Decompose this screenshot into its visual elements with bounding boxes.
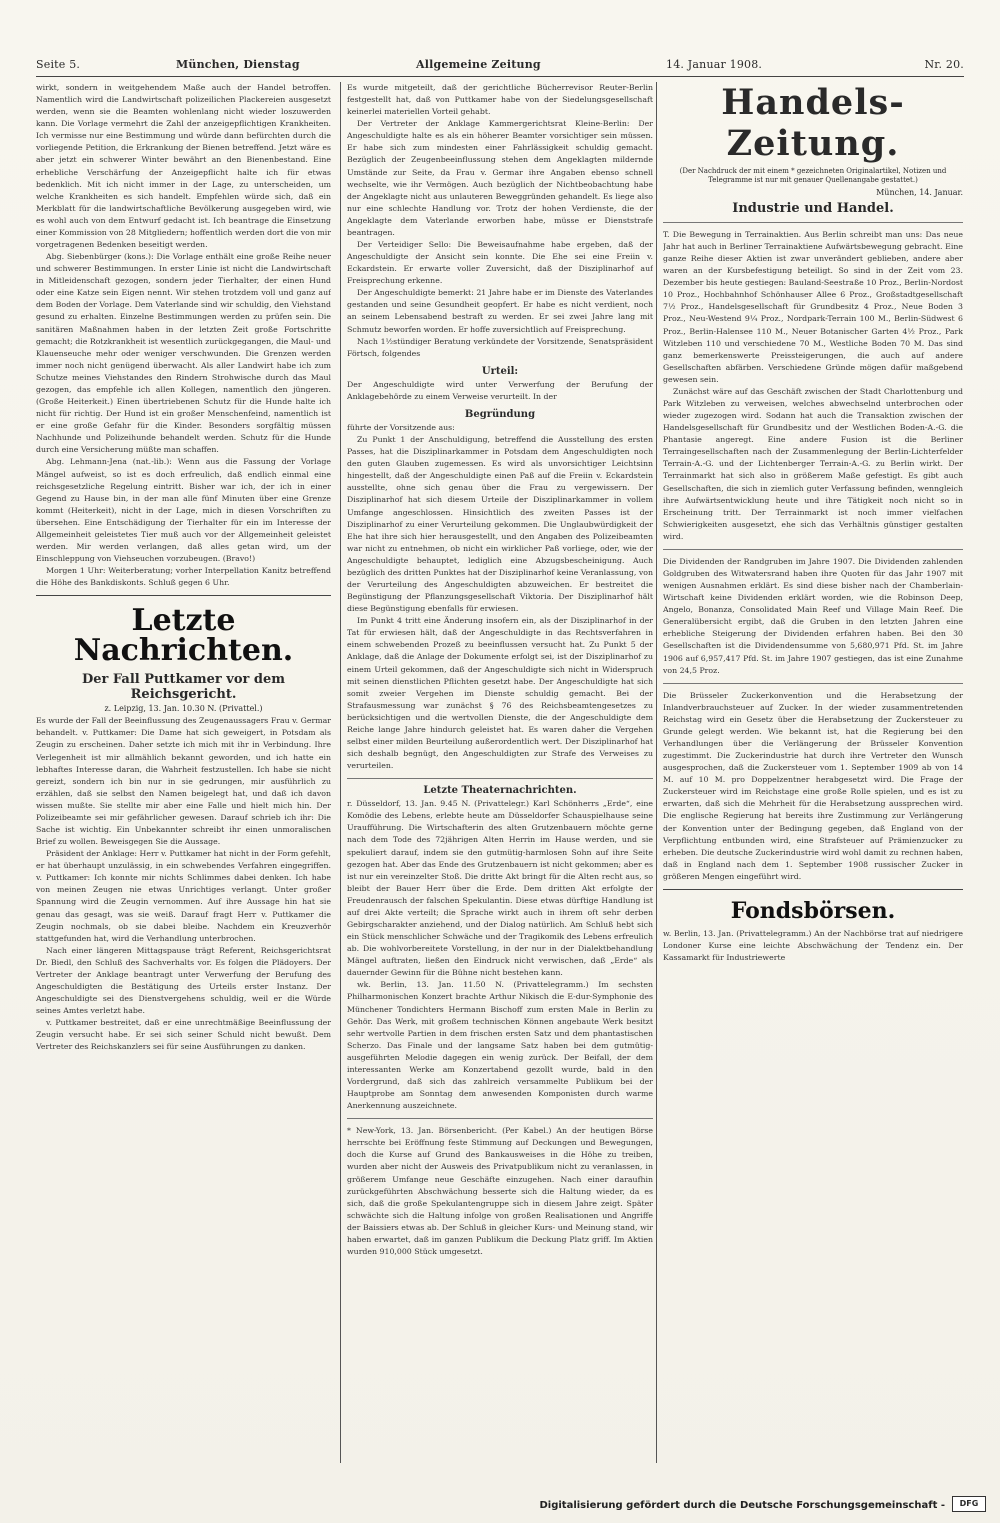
terrain-shares-text-1: T. Die Bewegung in Terrainaktien. Aus Berlin schreibt man uns: Das neue Jahr hat auch in Berliner Terrainaktiene Aufwärtsbewegung gebracht. Eine ganze Reihe dieser Aktien ist zwar unverändert geblieben, andere aber waren an der Kursbefestigung beteiligt. So sind in der Zeit vom 23. Dezember bis heute gestiegen: Bauland-Seestraße 10 Proz., Berlin-Nordost 10 Proz., Hochbahnhof Schönhauser Allee 6 Proz., Großstadtgesellschaft 7½ Proz., Handelsgesellschaft für Grundbesitz 4 Proz., Neue Boden 3 Proz., Neu-Westend 9¼ Proz., Nordpark-Terrain 100 M., Berlin-Südwest 6 Proz., Berlin-Halensee 110 M., Neuer Botanischer Garten 4½ Proz., Park Witzleben 110 und verschiedene 70 M., Westliche Boden 70 M. Das sind ganz bemerkenswerte Preissteigerungen, die auch auf andere Gesellschaften abfärben. Verschiedene Gründe mögen dafür maßgebend gewesen sein. [663, 229, 963, 384]
parliament-text-3: Abg. Lehmann-Jena (nat.-lib.): Wenn aus die Fassung der Vorlage Mängel aufweist, so ist es doch erfreulich, daß endlich einmal eine reichsgesetzliche Regelung eintritt. Bisher war ich, der ich in einer Gegend zu Hause bin, in der man alle fünf Minuten über eine Grenze kommt (Heiterkeit), nicht in der Lage, mich in diesen Vorschriften zu übersehen. Eine Entschädigung der Tierhalter für ein im Interesse der Allgemeinheit geleistetes Tier muß auch vor der Allgemeinheit geleistet werden. Mir werden verlangen, daß alles getan wird, um der Einschleppung von Viehseuchen vorzubeugen. (Bravo!) [36, 457, 331, 564]
verdict-text: Der Angeschuldigte wird unter Verwerfung der Berufung der Anklagebehörde zu einem Verweise verurteilt. In der [347, 379, 653, 401]
article-heading-puttkamer: Der Fall Puttkamer vor dem Reichsgericht. [81, 672, 286, 703]
business-dateline: München, 14. Januar. [876, 187, 963, 197]
theater-news-heading: Letzte Theaternachrichten. [423, 785, 577, 797]
trial-text-2: Der Vertreter der Anklage Kammergerichtsrat Kleine-Berlin: Der Angeschuldigte halte es als ein höherer Beamter vorsichtiger sein müssen. Er habe sich zum mindesten einer Fahrlässigkeit schuldig gemacht. Bezüglich der Zeugenbeeinflussung stehen dem Angeklagten mildernde Umstände zur Seite, da Frau v. Germar ihre Angaben ebenso schnell wechselte, wie ihr Vermögen. Auch bezüglich der Nichtbeobachtung habe der Angeklagte nicht aus unlauteren Beweggründen gehandelt. Es liege also nur eine schlechte Handlung vor. Trotz der hohen Verdienste, die der Angeklagte dem Vaterlande erworben habe, müsse er Dienststrafe beantragen. [347, 119, 653, 237]
trial-text-4: Der Angeschuldigte bemerkt: 21 Jahre habe er im Dienste des Vaterlandes gestanden und seine Gesundheit geopfert. Er habe es nicht verdient, noch an seinem Lebensabend bestraft zu werden. Er sei zwei Jahre lang mit Schmutz beworfen worden. Er hoffe zuversichtlich auf Freisprechung. [347, 288, 653, 334]
article-text-3: Nach einer längeren Mittagspause trägt Referent, Reichsgerichtsrat Dr. Biedl, den Schluß des Sachverhalts vor. Es folgen die Plädoyers. Der Vertreter der Anklage beantragt unter Verwerfung der Berufung des Angeschuldigten die Bestätigung des Urteils erster Instanz. Der Angeschuldigte sei des Dienstvergehens schuldig, weil er die Würde seines Amtes verletzt habe. [36, 945, 331, 1016]
reasoning-heading: Begründung [464, 408, 536, 420]
trial-text-5: Nach 1½stündiger Beratung verkündete der Vorsitzende, Senatspräsident Förtsch, folgendes [347, 336, 653, 358]
parliament-text-1: wirkt, sondern in weitgehendem Maße auch der Handel betroffen. Namentlich wird die Landwirtschaft polizeilichen Plackereien ausgesetzt werden, wenn sie die Beamten wohlenlang nicht wieder loszuwerden kann. Die Vorlage vermehrt die Zahl der anzeigepflichtigen Krankheiten. Ich vermisse nur eine Bestimmung und würde dann befürchten durch die vorliegende Petition, die Erkrankung der Bienen betreffend. Jetzt wäre es aber jetzt ein schwerer Winter bewährt an den Bienenbestand. Eine erhebliche Verschärfung der Anzeigepflicht halte ich für etwas bedenklich. Mit ich nicht immer in der Lage, zu unterscheiden, um welche Krankheiten es sich handelt. Empfehlen würde sich, daß ein Merkblatt für die landwirtschaftliche Bevölkerung ausgegeben wird, wie es wohl auch von dem Entwurf gedacht ist. Ich beantrage die Einsetzung einer Kommission von 28 Mitgliedern; hoffentlich werden dort die von mir vorgetragenen Bedenken beseitigt werden. [36, 83, 331, 250]
verdict-heading: Urteil: [481, 365, 519, 377]
gold-mines-rule [663, 549, 963, 550]
section-rule-theater [347, 778, 653, 779]
section-heading-last-news: Letzte Nachrichten. [73, 603, 294, 669]
column-divider-1 [340, 82, 341, 1463]
stock-exchange-rule [663, 889, 963, 890]
dfg-logo: DFG [952, 1496, 986, 1512]
footer [0, 1485, 1000, 1523]
industry-trade-heading: Industrie und Handel. [732, 200, 894, 216]
gold-mines-text: Die Dividenden der Randgruben im Jahre 1907. Die Dividenden zahlenden Goldgruben des Witwatersrand haben ihre Quoten für das Jahr 1907 mit wenigen Ausnahmen erklärt. Es sind diese bisher nach der Chamberlain-Wirtschaft keine Dividenden erklärt worden, wie die Robinson Deep, Angelo, Bonanza, Consolidated Main Reef und Village Main Reef. Die Generalübersicht ergibt, daß die Gruben in den letzten Jahren eine erhebliche Steigerung der Dividenden erfahren haben. Bei den 30 Gesellschaften ist die Dividendensumme von 5,680,971 Pfd. St. im Jahre 1906 auf 6,957,417 Pfd. St. im Jahre 1907 gestiegen, das ist eine Zunahme von 24,5 Proz. [663, 556, 963, 675]
column-divider-2 [656, 82, 657, 1463]
sugar-convention-text: Die Brüsseler Zuckerkonvention und die Herabsetzung der Inlandverbrauchsteuer auf Zucker. In der wieder zusammentretenden Reichstag wird ein Gesetz über die Herabsetzung der Zuckersteuer zu Grunde gelegt werden. Wie bekannt ist, hat die Regierung bei den Verhandlungen über die Verlängerung der Brüsseler Konvention zugestimmt. Die Zuckerindustrie hat durch ihre Vertreter den Wunsch ausgesprochen, daß die Zuckersteuer vom 1. September 1909 ab von 14 M. auf 10 M. pro Doppelzentner herabgesetzt wird. Die Frage der Zuckersteuer wird im Reichstage eine große Rolle spielen, und es ist zu erwarten, daß sich die Mehrheit für die Herabsetzung aussprechen wird. Die englische Regierung hat bereits ihre Zustimmung zur Verlängerung der Konvention unter der Bedingung gegeben, daß England von der Verpflichtung entbunden wird, eine Strafsteuer auf Prämienzucker zu erheben. Die deutsche Zuckerindustrie wird wohl damit zu rechnen haben, daß in England nach dem 1. September 1908 russischer Zucker in größeren Mengen eingeführt wird. [663, 690, 963, 881]
theater-text-duesseldorf: r. Düsseldorf, 13. Jan. 9.45 N. (Privattelegr.) Karl Schönherrs „Erde“, eine Komödie des Lebens, erlebte heute am Düsseldorfer Schauspielhause seine Uraufführung. Die Wirtschafterin des alten Grutzenbauern möchte gerne nach dem Tode des 72jährigen Alten Herrin im Hause werden, und sie spekuliert darauf, indem sie den gutmütig-harmlosen Sohn auf ihre Seite gezogen hat. Aber das Ende des Grutzenbauern ist nicht gekommen; aber es ist nur ein vereinzelter Stoß. Die dritte Akt bringt für die Alten recht aus, so bleibt der Bauer Herr über die Erde. Dem dritten Akt erfolgte der Freudenrausch der falschen Spekulantin. Diese etwas dürftige Handlung ist auf drei Akte verteilt; die Sprache wirkt auch in ihrem oft sehr derben Gebirgscharakter anziehend, und der Dialog natürlich. Am Schluß hebt sich ein Stück menschlicher Schwäche und der Tragikomik des Lebens erfreulich ab. Die wohlvorbereitete Vorstellung, in der nur in der Dialektbehandlung Mängel auftraten, ließen den Eindruck nicht verwischen, daß „Erde“ als dauernder Gewinn für die Bühne nicht bestehen kann. [347, 799, 653, 978]
trial-text-3: Der Verteidiger Sello: Die Beweisaufnahme habe ergeben, daß der Angeschuldigte der Ansicht sein konnte. Die Ehe sei eine Freiin v. Eckardstein. Er erwarte voller Zuversicht, daß der Disziplinarhof auf Freisprechung erkenne. [347, 240, 653, 286]
reprint-note: (Der Nachdruck der mit einem * gezeichneten Originalartikel, Notizen und Telegramme ist nur mit genauer Quellenangabe gestattet.) [679, 167, 947, 185]
trial-text-1: Es wurde mitgeteilt, daß der gerichtliche Bücherrevisor Reuter-Berlin festgestellt hat, daß von Puttkamer habe von der Siedelungsgesellschaft keinerlei materiellen Vorteil gehabt. [347, 83, 653, 117]
newyork-stock-report: * New-York, 13. Jan. Börsenbericht. (Per Kabel.) An der heutigen Börse herrschte bei Eröffnung feste Stimmung auf Deckungen und Bewegungen, doch die Kurse auf Grund des Bankausweises in die Höhe zu treiben, wurden aber nicht der Ausweis des Privatpublikum nicht zu veranlassen, in größerem Umfange neue Geschäfte einzugehen. Nach einer daraufhin zurückgeführten Abschwächung besserte sich die Haltung wieder, da es sich, daß die große Spekulantengruppe sich in diesem Jahre zeigt. Später schwächte sich die Haltung infolge von großen Realisationen und Angriffe der Baissiers etwas ab. Der Schluß in gleicher Kurs- und Meinung stand, wir haben erwartet, daß im ganzen Publikum die Deckung Platz griff. Im Aktien wurden 910,000 Stück umgesetzt. [347, 1126, 653, 1257]
section-rule-newyork [347, 1118, 653, 1119]
header-issue-number: Nr. 20. [924, 58, 964, 71]
industry-rule [663, 222, 963, 223]
article-dateline-leipzig: z. Leipzig, 13. Jan. 10.30 N. (Privattel.) [104, 704, 263, 714]
theater-text-berlin: wk. Berlin, 13. Jan. 11.50 N. (Privattelegramm.) Im sechsten Philharmonischen Konzert brachte Arthur Nikisch die E-dur-Symphonie des Münchener Tondichters Hermann Bischoff zum ersten Male in Berlin zu Gehör. Das Werk, mit großem technischen Können angebaute Werk besitzt sehr wertvolle Partien in dem frischen ersten Satz und dem phantastischen Scherzo. Das Finale und der langsame Satz haben bei dem gutmütig-ausgeführten Melodie dagegen ein wenig zurück. Der Beifall, der dem interessanten Werke am Konzertabend gezollt wurde, bald in den Vordergrund, daß sich das zahlreich versammelte Publikum bei der Hauptprobe am Sonntag dem anwesenden Komponisten durch warme Anerkennung auszeichnete. [347, 980, 653, 1111]
stock-exchanges-heading: Fondsbörsen. [730, 897, 896, 924]
parliament-text-4: Morgen 1 Uhr: Weiterberatung; vorher Interpellation Kanitz betreffend die Höhe des Bankdiskonts. Schluß gegen 6 Uhr. [36, 566, 331, 588]
sugar-rule [663, 683, 963, 684]
reasoning-intro: führte der Vorsitzende aus: [347, 422, 455, 432]
funding-credit: Digitalisierung gefördert durch die Deutsche Forschungsgemeinschaft - [539, 1500, 945, 1511]
column-left [36, 82, 331, 1473]
parliament-text-2: Abg. Siebenbürger (kons.): Die Vorlage enthält eine große Reihe neuer und schwerer Bestimmungen. In erster Linie ist nicht die Landwirtschaft in Mitleidenschaft gezogen, sondern jeder Tierhalter, der einen Hund oder eine Katze sein Eigen nennt. Wir stehen trotzdem voll und ganz auf dem Boden der Vorlage. Dem Vaterlande sind wir schuldig, den Viehstand gesund zu erhalten. Einzelne Bestimmungen werden zu prüfen sein. Die sanitären Maßnahmen haben in der letzten Zeit große Fortschritte gemacht; die Rotzkrankheit ist wesentlich zurückgegangen, die Maul- und Klauenseuche mehr oder weniger verschwunden. Die Grenzen werden immer noch nicht genügend überwacht. Als aller Landwirt habe ich zum Schutze meines Viehstandes den Rindern Strohwische durch das Maul gezogen, das empfehle ich allen Kollegen, namentlich den jüngeren. (Große Heiterkeit.) Einen übertriebenen Schutz für die Hunde halte ich nicht für richtig. Der Hund ist ein großer Menschenfeind, namentlich ist er eine große Gefahr für die Kinder. Besonders sorgfältig müssen Nachhunde und Polizeihunde behandelt werden. Schutz für die Hunde durch eine Versicherung müßte man schaffen. [36, 252, 331, 455]
header-newspaper-name: Allgemeine Zeitung [416, 58, 541, 71]
article-text-4: v. Puttkamer bestreitet, daß er eine unrechtmäßige Beeinflussung der Zeugin versucht habe. Er sei sich seiner Schuld nicht bewußt. Dem Vertreter des Reichskanzlers sei für seine Ausführungen zu danken. [36, 1018, 331, 1052]
section-rule [36, 595, 331, 596]
column-middle [347, 82, 653, 1473]
reasoning-text-2: Im Punkt 4 tritt eine Änderung insofern ein, als der Disziplinarhof in der Tat für erwiesen hält, daß der Angeschuldigte in das Rechtsverfahren in einem schwebenden Prozeß zu beeinflussen versucht hat. Zu Punkt 5 der Anklage, daß die Anlage der Dokumente erfolgt sei, ist der Disziplinarhof zu einem Urteil gekommen, daß der Angeschuldigte sich nicht in Widerspruch mit seinen dienstlichen Pflichten gesetzt habe. Der Angeschuldigte hat sich somit zweier Vergehen im Dienste schuldig gemacht. Bei der Strafausmessung war zunächst § 76 des Reichsbeamtengesetzes zu berücksichtigen und die wertvollen Dienste, die der Angeschuldigte dem Reiche lange Jahre hindurch geleistet hat. Es waren daher die Vergehen selbst einer milden Beurteilung außerordentlich wert. Der Disziplinarhof hat sich deshalb begnügt, den Angeschuldigten zur Strafe des Verweises zu verurteilen. [347, 616, 653, 771]
article-text-2: Präsident der Anklage: Herr v. Puttkamer hat nicht in der Form gefehlt, er hat überhaupt unzulässig, in ein schwebendes Verfahren eingegriffen. v. Puttkamer: Ich konnte mir nichts Schlimmes dabei denken. Ich habe von meinen Zeugen nie etwas Unrichtiges verlangt. Unter großer Spannung wird die Zeugin vernommen. Auf ihre Aussage hin hat sie genau das gesagt, was sie weiß. Darauf fragt Herr v. Puttkamer die Zeugin nochmals, ob sie dabei bleibe. Nachdem ein Kreuzverhör stattgefunden hat, wird die Verhandlung unterbrochen. [36, 849, 331, 943]
terrain-shares-text-2: Zunächst wäre auf das Geschäft zwischen der Stadt Charlottenburg und Park Witzleben zu verweisen, welches abwechselnd unterbrochen oder wieder zugezogen wird. Sodann hat auch die Transaktion zwischen der Handelsgesellschaft für Grundbesitz und der Westlichen Boden-A.-G. die Phantasie angeregt. Eine andere Fusion ist die Berliner Terraingesellschaften nach der Zusammenlegung der Berlin-Lichterfelder Terrain-A.-G. und der Lichtenberger Terrain-A.-G. zu Berlin wirkt. Der Terrainmarkt hat sich also in größerem Maße gefestigt. Es gibt auch Gesellschaften, die sich in ziemlich guter Verfassung befinden, wenngleich ihre Aufwärtsentwicklung heute und ihre Tätigkeit noch nicht so in Erscheinung tritt. Der Terrainmarkt ist noch immer vielfachen Schwierigkeiten ausgesetzt, ehe sich das Verhältnis günstiger gestalten wird. [663, 386, 963, 541]
article-text-1: Es wurde der Fall der Beeinflussung des Zeugenaussagers Frau v. Germar behandelt. v. Puttkamer: Die Dame hat sich geweigert, in Potsdam als Zeugin zu erscheinen. Daher setzte ich mich mit ihr in Verbindung. Ihre Verlegenheit ist mir allmählich bekannt geworden, und ich hatte ein lebhaftes Interesse daran, die Wahrheit festzustellen. Ich habe sie nicht gereizt, sondern ich bin nur in sie gedrungen, mir ausführlich zu erzählen, daß sie selbst den Namen beigelegt hat, und daß ich davon wissen mußte. Sie stellte mir aber eine Falle und hielt mich hin. Der Polizeibeamte sei mir gefährlicher gewesen. Darauf schrieb ich ihr: Die Sache ist wichtig. Ein Unbekannter schreibt ihr einen unmoralischen Brief zu wollen. Beweisgegen Sie die Aussage. [36, 716, 331, 847]
header-city-day: München, Dienstag [176, 58, 300, 71]
business-section-title: Handels-Zeitung. [721, 82, 905, 164]
header-date: 14. Januar 1908. [666, 58, 763, 71]
column-right [663, 82, 963, 1473]
header-rule [36, 76, 964, 77]
page-header [36, 58, 964, 76]
header-page-number: Seite 5. [36, 58, 81, 71]
reasoning-text-1: Zu Punkt 1 der Anschuldigung, betreffend die Ausstellung des ersten Passes, hat die Disziplinarkammer in Potsdam dem Angeschuldigten noch den guten Glauben zugemessen. Es wird als unvorsichtiger Leichtsinn hingestellt, daß der Angeschuldigte einen Paß auf die Freiin v. Eckardstein ausstellte, ohne sich genau über die Frau zu vergewissern. Der Disziplinarhof hat sich diesem Urteile der Disziplinarkammer in vollem Umfange angeschlossen. Hinsichtlich des zweiten Passes ist der Disziplinarhof zu einer Verurteilung gekommen. Die Unglaubwürdigkeit der Ehe hat ihre sich hier herausgestellt, und den Angaben des Polizeibeamten war nicht zu entnehmen, ob nicht ein wirklicher Paß vorliege, oder, wie der Angeschuldigte behauptet, lediglich eine Abzugsbescheinigung. Auch bezüglich des dritten Punktes hat der Disziplinarhof keine Veranlassung, von der Verurteilung des Angeschuldigten abzuweichen. Er bestreitet die Begünstigung der Pflanzungsgesellschaft Viktoria. Der Disziplinarhof hält diese Begünstigung ebenfalls für erwiesen. [347, 435, 653, 614]
berlin-stock-report: w. Berlin, 13. Jan. (Privattelegramm.) An der Nachbörse trat auf niedrigere Londoner Kurse eine leichte Abschwächung der Tendenz ein. Der Kassamarkt für Industriewerte [663, 928, 963, 963]
